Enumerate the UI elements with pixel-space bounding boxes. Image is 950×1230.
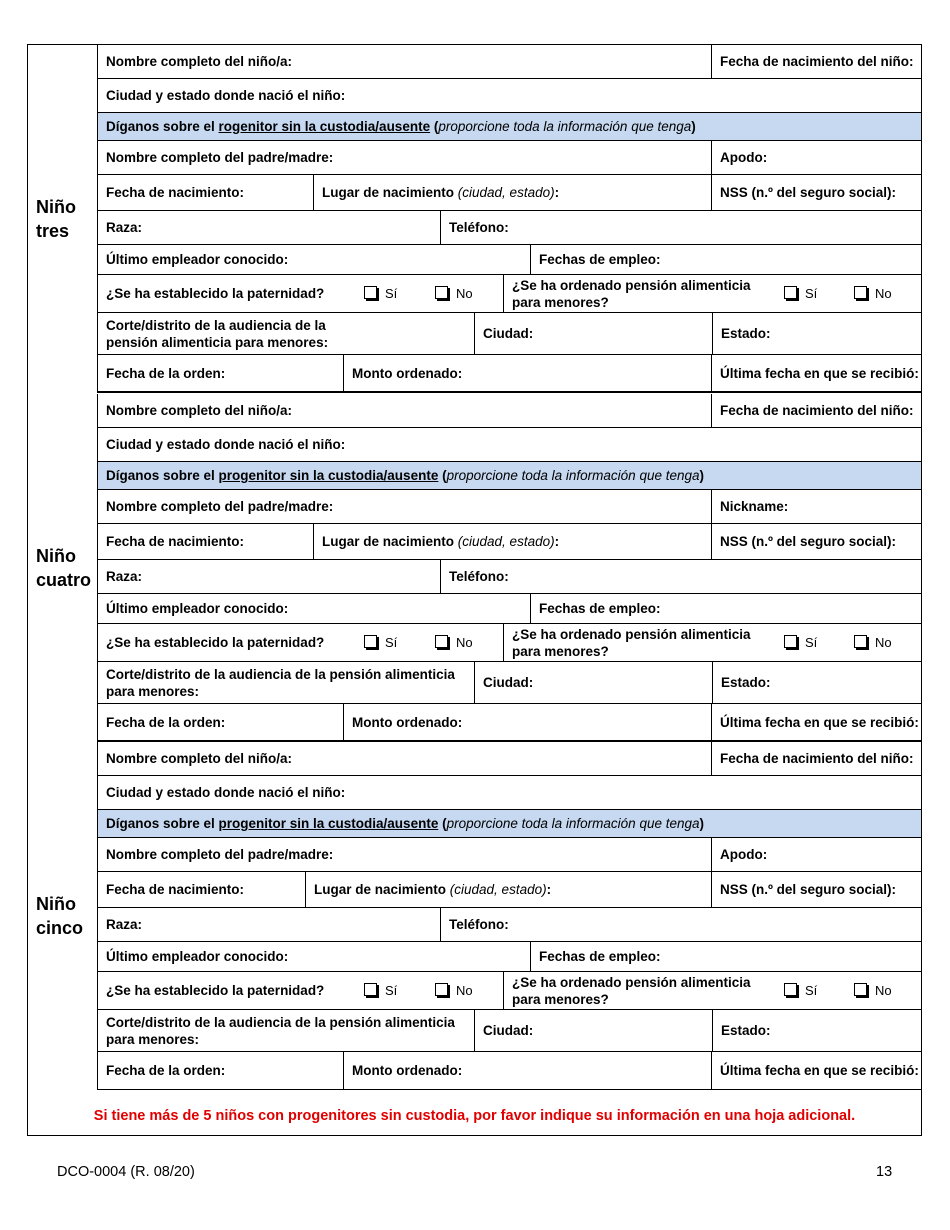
order-date-field[interactable] <box>98 355 343 391</box>
child-section-label-line1: Niño <box>36 197 76 217</box>
phone-label: Teléfono: <box>449 917 509 932</box>
parent-name-field[interactable] <box>98 490 711 523</box>
form-row <box>98 355 921 393</box>
amount-field[interactable] <box>343 704 711 740</box>
form-row <box>98 972 921 1010</box>
support-no-checkbox-label: No <box>875 286 892 301</box>
support-yes-checkbox[interactable] <box>784 624 817 661</box>
parent-dob-field[interactable] <box>98 524 313 559</box>
court-city-label: Ciudad: <box>483 326 534 341</box>
child-section-label-line2: cinco <box>36 918 84 938</box>
parent-name-field[interactable] <box>98 838 711 871</box>
form-row <box>98 838 921 872</box>
nickname-label: Apodo: <box>720 150 768 165</box>
court-state-label: Estado: <box>721 326 771 341</box>
employer-label: Último empleador conocido: <box>106 601 289 616</box>
parent-name-label: Nombre completo del padre/madre: <box>106 499 334 514</box>
phone-label: Teléfono: <box>449 569 509 584</box>
support-yes-checkbox-box[interactable] <box>784 983 797 996</box>
child-name-label: Nombre completo del niño/a: <box>106 403 293 418</box>
support-no-checkbox[interactable] <box>854 972 892 1009</box>
amount-field[interactable] <box>343 1052 711 1089</box>
child-section-label-line1: Niño <box>36 894 76 914</box>
support-yes-checkbox[interactable] <box>784 275 817 312</box>
child-section-label-line2: tres <box>36 221 70 241</box>
support-no-checkbox-box[interactable] <box>854 983 867 996</box>
last-received-field[interactable] <box>711 355 921 391</box>
absent-parent-heading-term: rogenitor sin la custodia/ausente <box>218 119 431 134</box>
court-label-line2: para menores: <box>106 1031 200 1047</box>
form-row <box>98 245 921 275</box>
form-row <box>98 776 921 810</box>
nickname-label: Nickname: <box>720 499 789 514</box>
last-received-label: Última fecha en que se recibió: <box>720 714 919 730</box>
order-date-label: Fecha de la orden: <box>106 1063 226 1078</box>
paternity-no-checkbox[interactable] <box>435 275 473 312</box>
birthplace-label: Lugar de nacimiento <box>314 882 450 897</box>
child-dob-field[interactable] <box>711 394 921 427</box>
order-date-field[interactable] <box>98 1052 343 1089</box>
paternity-question: ¿Se ha establecido la paternidad? <box>106 635 325 650</box>
paternity-yes-checkbox[interactable] <box>364 972 397 1009</box>
parent-dob-field[interactable] <box>98 175 313 210</box>
support-no-checkbox-label: No <box>875 983 892 998</box>
order-date-field[interactable] <box>98 704 343 740</box>
court-city-label: Ciudad: <box>483 1023 534 1038</box>
child-dob-label: Fecha de nacimiento del niño: <box>720 54 914 69</box>
race-label: Raza: <box>106 220 143 235</box>
support-no-checkbox-label: No <box>875 635 892 650</box>
absent-parent-heading-prefix: Díganos sobre el <box>106 468 219 483</box>
paternity-no-checkbox-box[interactable] <box>435 286 448 299</box>
support-yes-checkbox-label: Sí <box>805 635 818 650</box>
employer-field[interactable] <box>98 245 530 274</box>
form-row <box>98 79 921 113</box>
amount-label: Monto ordenado: <box>352 714 463 730</box>
court-label-line2: pensión alimenticia para menores: <box>106 334 329 350</box>
child-name-field[interactable] <box>98 394 711 427</box>
absent-parent-heading-prefix: Díganos sobre el <box>106 816 219 831</box>
support-question <box>512 277 751 311</box>
absent-parent-heading-prefix: Díganos sobre el <box>106 119 219 134</box>
race-label: Raza: <box>106 569 143 584</box>
form-row <box>98 624 921 662</box>
child-block-3 <box>28 45 921 393</box>
birthplace-hint: (ciudad, estado) <box>457 185 555 200</box>
birthplace-field[interactable] <box>313 524 711 559</box>
parent-name-label: Nombre completo del padre/madre: <box>106 847 334 862</box>
form-row <box>98 662 921 704</box>
form-row <box>98 810 921 838</box>
court-state-field[interactable] <box>712 313 921 354</box>
phone-field[interactable] <box>440 908 921 941</box>
child-dob-field[interactable] <box>711 45 921 78</box>
support-question-line1: ¿Se ha ordenado pensión alimenticia <box>512 626 751 642</box>
court-label-line1: Corte/distrito de la audiencia de la <box>106 317 326 333</box>
form-row <box>98 594 921 624</box>
court-city-field[interactable] <box>474 662 712 703</box>
employment-dates-field[interactable] <box>530 942 921 971</box>
child-birthplace-label: Ciudad y estado donde nació el niño: <box>106 88 346 103</box>
paternity-no-checkbox-label: No <box>456 635 473 650</box>
child-birthplace-field[interactable] <box>98 428 921 461</box>
child-section-label <box>28 742 98 1090</box>
nickname-field[interactable] <box>711 490 921 523</box>
birthplace-hint: (ciudad, estado) <box>449 882 547 897</box>
child-dob-field[interactable] <box>711 742 921 775</box>
paternity-question: ¿Se ha establecido la paternidad? <box>106 286 325 301</box>
employer-label: Último empleador conocido: <box>106 252 289 267</box>
absent-parent-heading <box>98 462 921 489</box>
child-dob-label: Fecha de nacimiento del niño: <box>720 403 914 418</box>
support-yes-checkbox-label: Sí <box>805 983 818 998</box>
race-field[interactable] <box>98 211 440 244</box>
ssn-field[interactable] <box>711 524 921 559</box>
ssn-field[interactable] <box>711 175 921 210</box>
paternity-no-checkbox-box[interactable] <box>435 983 448 996</box>
court-city-field[interactable] <box>474 1010 712 1051</box>
child-block-5 <box>28 742 921 1090</box>
support-no-checkbox[interactable] <box>854 275 892 312</box>
race-label: Raza: <box>106 917 143 932</box>
court-state-field[interactable] <box>712 1010 921 1051</box>
form-row <box>98 704 921 742</box>
form-row <box>98 45 921 79</box>
child-birthplace-label: Ciudad y estado donde nació el niño: <box>106 437 346 452</box>
form-row <box>98 462 921 490</box>
support-no-checkbox-box[interactable] <box>854 286 867 299</box>
ssn-label: NSS (n.º del seguro social): <box>720 185 896 200</box>
court-state-label: Estado: <box>721 1023 771 1038</box>
support-no-checkbox-box[interactable] <box>854 635 867 648</box>
court-city-field[interactable] <box>474 313 712 354</box>
phone-label: Teléfono: <box>449 220 509 235</box>
birthplace-colon: : <box>546 882 552 897</box>
child-section-label <box>28 45 98 393</box>
support-question <box>512 974 751 1008</box>
child-section-label-line2: cuatro <box>36 570 92 590</box>
parent-name-field[interactable] <box>98 141 711 174</box>
phone-field[interactable] <box>440 211 921 244</box>
paternity-no-checkbox[interactable] <box>435 972 473 1009</box>
employment-dates-field[interactable] <box>530 594 921 623</box>
employment-dates-label: Fechas de empleo: <box>539 252 661 267</box>
last-received-label: Última fecha en que se recibió: <box>720 1063 919 1078</box>
birthplace-label: Lugar de nacimiento <box>322 185 458 200</box>
birthplace-label: Lugar de nacimiento <box>322 534 458 549</box>
paternity-question: ¿Se ha establecido la paternidad? <box>106 983 325 998</box>
court-label-line2: para menores: <box>106 683 200 699</box>
phone-field[interactable] <box>440 560 921 593</box>
court-field[interactable] <box>98 313 474 354</box>
form-row <box>98 524 921 560</box>
court-field[interactable] <box>98 662 474 703</box>
employment-dates-field[interactable] <box>530 245 921 274</box>
support-no-checkbox[interactable] <box>854 624 892 661</box>
birthplace-field[interactable] <box>305 872 711 907</box>
additional-sheet-note: Si tiene más de 5 niños con progenitores sin custodia, por favor indique su información en una hoja adicional. <box>93 1108 856 1124</box>
ssn-label: NSS (n.º del seguro social): <box>720 882 896 897</box>
page-number: 13 <box>876 1164 893 1180</box>
paternity-yes-checkbox-box[interactable] <box>364 635 377 648</box>
paternity-yes-checkbox[interactable] <box>364 624 397 661</box>
parent-dob-field[interactable] <box>98 872 305 907</box>
support-question-line2: para menores? <box>512 643 609 659</box>
child-name-label: Nombre completo del niño/a: <box>106 54 293 69</box>
court-label <box>106 317 328 351</box>
form-row <box>98 490 921 524</box>
form-row <box>98 175 921 211</box>
absent-parent-heading-paren: ( <box>438 468 447 483</box>
employment-dates-label: Fechas de empleo: <box>539 601 661 616</box>
parent-dob-label: Fecha de nacimiento: <box>106 185 245 200</box>
nickname-field[interactable] <box>711 838 921 871</box>
support-question <box>512 626 751 660</box>
employer-label: Último empleador conocido: <box>106 949 289 964</box>
child-name-field[interactable] <box>98 45 711 78</box>
form-row <box>98 275 921 313</box>
paternity-no-checkbox[interactable] <box>435 624 473 661</box>
absent-parent-heading-note: proporcione toda la información que tenga <box>446 816 700 831</box>
race-field[interactable] <box>98 908 440 941</box>
child-dob-label: Fecha de nacimiento del niño: <box>720 751 914 766</box>
absent-parent-heading-note: proporcione toda la información que tenga <box>438 119 692 134</box>
form-row <box>98 908 921 942</box>
absent-parent-heading-paren-close: ) <box>691 119 696 134</box>
child-section-label <box>28 394 98 742</box>
form-row <box>98 1052 921 1090</box>
form-row <box>98 313 921 355</box>
order-date-label: Fecha de la orden: <box>106 365 226 381</box>
parent-dob-label: Fecha de nacimiento: <box>106 882 245 897</box>
ssn-field[interactable] <box>711 872 921 907</box>
form-row <box>98 113 921 141</box>
court-label <box>106 1014 455 1048</box>
amount-label: Monto ordenado: <box>352 365 463 381</box>
race-field[interactable] <box>98 560 440 593</box>
absent-parent-heading-paren-close: ) <box>699 816 704 831</box>
child-name-label: Nombre completo del niño/a: <box>106 751 293 766</box>
birthplace-field[interactable] <box>313 175 711 210</box>
form-row <box>98 141 921 175</box>
paternity-no-checkbox-label: No <box>456 286 473 301</box>
court-label <box>106 666 455 700</box>
nickname-field[interactable] <box>711 141 921 174</box>
support-yes-checkbox-box[interactable] <box>784 635 797 648</box>
absent-parent-heading-note: proporcione toda la información que tenga <box>446 468 700 483</box>
employment-dates-label: Fechas de empleo: <box>539 949 661 964</box>
last-received-field[interactable] <box>711 1052 921 1089</box>
paternity-no-checkbox-box[interactable] <box>435 635 448 648</box>
form-row <box>98 394 921 428</box>
paternity-yes-checkbox-label: Sí <box>385 286 398 301</box>
support-yes-checkbox-box[interactable] <box>784 286 797 299</box>
support-yes-checkbox-label: Sí <box>805 286 818 301</box>
paternity-yes-checkbox-box[interactable] <box>364 983 377 996</box>
form-row <box>98 742 921 776</box>
amount-label: Monto ordenado: <box>352 1063 463 1078</box>
support-question-line1: ¿Se ha ordenado pensión alimenticia <box>512 974 751 990</box>
court-field[interactable] <box>98 1010 474 1051</box>
paternity-no-checkbox-label: No <box>456 983 473 998</box>
court-state-field[interactable] <box>712 662 921 703</box>
employer-field[interactable] <box>98 594 530 623</box>
paternity-yes-checkbox-label: Sí <box>385 635 398 650</box>
form-row <box>98 942 921 972</box>
form-row <box>98 211 921 245</box>
child-birthplace-label: Ciudad y estado donde nació el niño: <box>106 785 346 800</box>
child-name-field[interactable] <box>98 742 711 775</box>
paternity-yes-checkbox[interactable] <box>364 275 397 312</box>
court-label-line1: Corte/distrito de la audiencia de la pensión alimenticia <box>106 666 455 682</box>
last-received-field[interactable] <box>711 704 921 740</box>
absent-parent-heading-paren-close: ) <box>699 468 704 483</box>
paternity-yes-checkbox-label: Sí <box>385 983 398 998</box>
absent-parent-heading-paren: ( <box>438 816 447 831</box>
child-block-4 <box>28 394 921 742</box>
court-city-label: Ciudad: <box>483 675 534 690</box>
ssn-label: NSS (n.º del seguro social): <box>720 534 896 549</box>
support-yes-checkbox[interactable] <box>784 972 817 1009</box>
amount-field[interactable] <box>343 355 711 391</box>
absent-parent-heading <box>98 113 921 140</box>
court-state-label: Estado: <box>721 675 771 690</box>
form-frame <box>27 44 922 1136</box>
paternity-yes-checkbox-box[interactable] <box>364 286 377 299</box>
support-question-line2: para menores? <box>512 991 609 1007</box>
court-label-line1: Corte/distrito de la audiencia de la pensión alimenticia <box>106 1014 455 1030</box>
last-received-label: Última fecha en que se recibió: <box>720 365 919 381</box>
absent-parent-heading <box>98 810 921 837</box>
child-section-label-line1: Niño <box>36 546 76 566</box>
birthplace-hint: (ciudad, estado) <box>457 534 555 549</box>
form-id: DCO-0004 (R. 08/20) <box>57 1164 195 1180</box>
absent-parent-heading-paren: ( <box>430 119 439 134</box>
form-row <box>98 560 921 594</box>
form-row <box>98 428 921 462</box>
form-row <box>98 1010 921 1052</box>
absent-parent-heading-term: progenitor sin la custodia/ausente <box>218 468 439 483</box>
child-birthplace-field[interactable] <box>98 776 921 809</box>
support-question-line2: para menores? <box>512 294 609 310</box>
employer-field[interactable] <box>98 942 530 971</box>
birthplace-colon: : <box>554 185 560 200</box>
absent-parent-heading-term: progenitor sin la custodia/ausente <box>218 816 439 831</box>
parent-name-label: Nombre completo del padre/madre: <box>106 150 334 165</box>
nickname-label: Apodo: <box>720 847 768 862</box>
form-row <box>98 872 921 908</box>
birthplace-colon: : <box>554 534 560 549</box>
child-birthplace-field[interactable] <box>98 79 921 112</box>
parent-dob-label: Fecha de nacimiento: <box>106 534 245 549</box>
support-question-line1: ¿Se ha ordenado pensión alimenticia <box>512 277 751 293</box>
order-date-label: Fecha de la orden: <box>106 714 226 730</box>
